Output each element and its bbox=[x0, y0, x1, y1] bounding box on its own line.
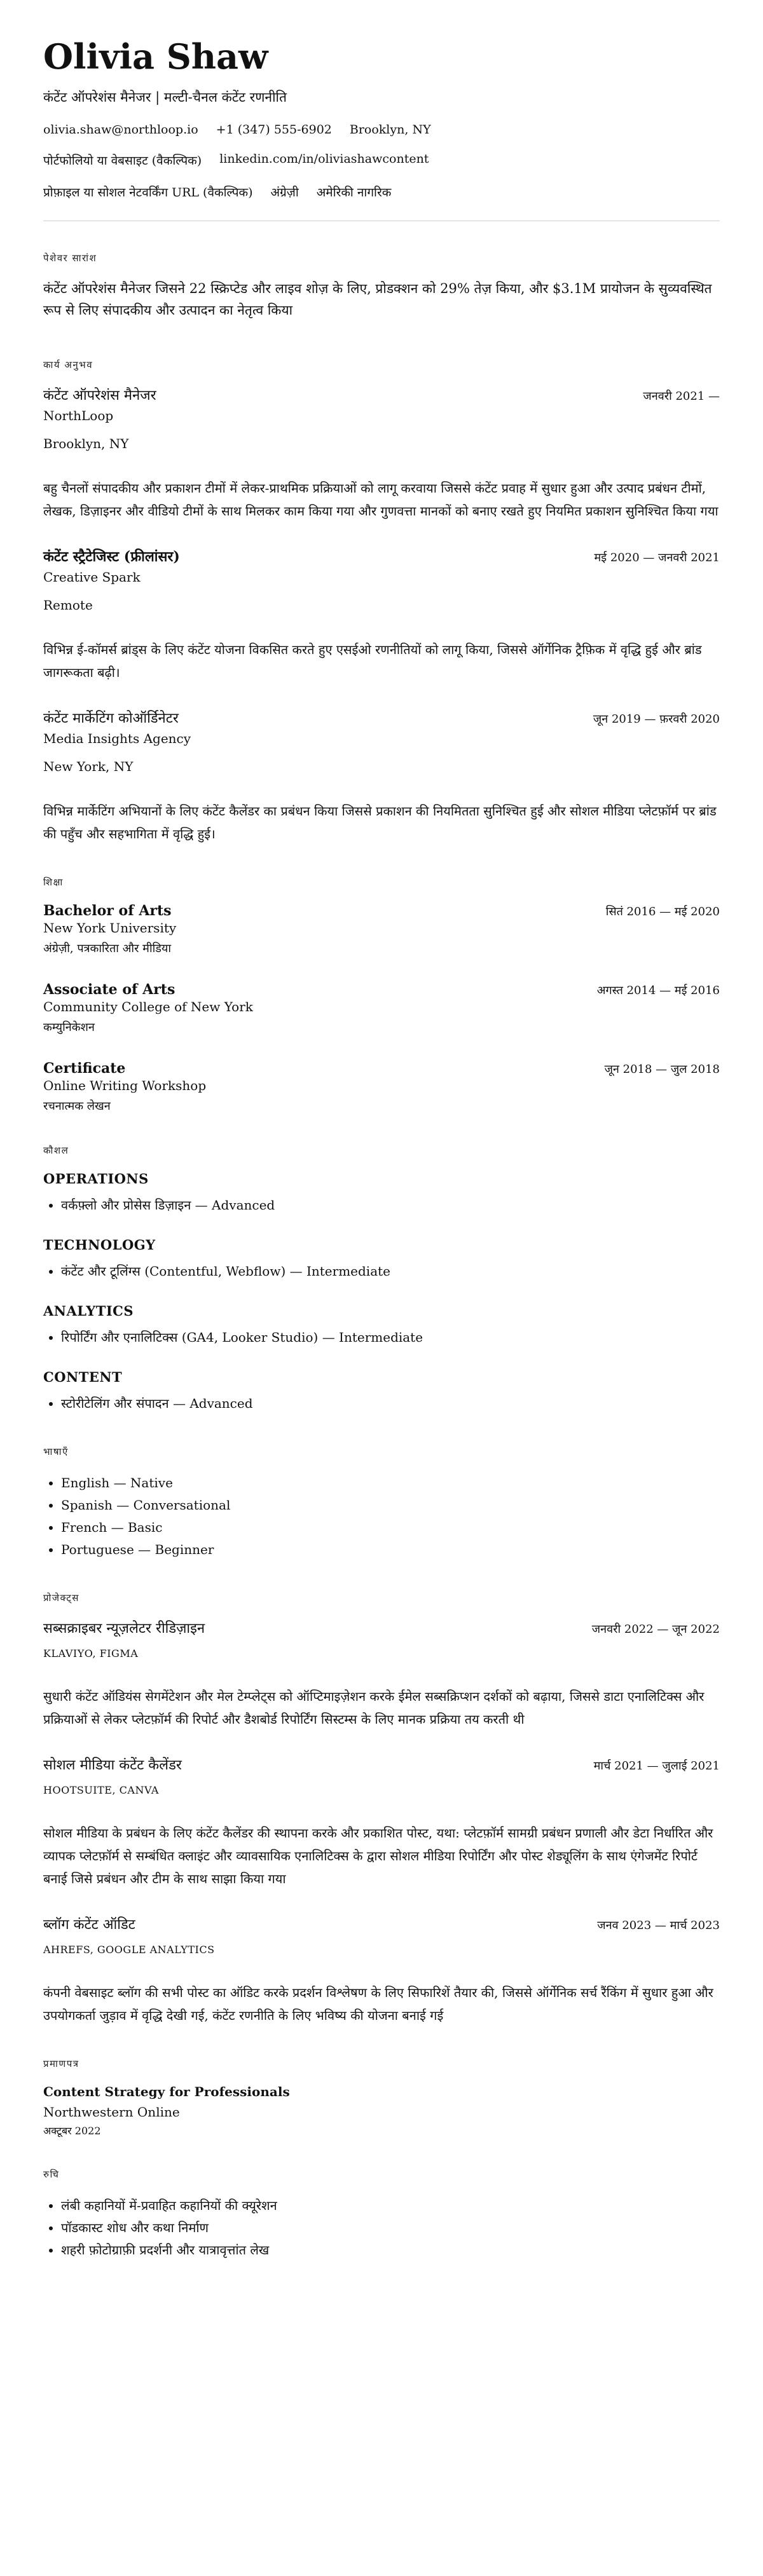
header-extra-2: अमेरिकी नागरिक bbox=[316, 186, 392, 200]
certification-date: अक्टूबर 2022 bbox=[43, 2124, 101, 2137]
job-date: मई 2020 — जनवरी 2021 bbox=[594, 550, 720, 564]
skill-list bbox=[43, 1194, 720, 1216]
project-date: जनवरी 2022 — जून 2022 bbox=[591, 1622, 720, 1636]
project-entry bbox=[43, 1618, 720, 1731]
school: Online Writing Workshop bbox=[43, 1077, 207, 1093]
interests-title: रुचि bbox=[43, 2168, 60, 2180]
degree: Bachelor of Arts bbox=[43, 902, 172, 919]
job-location: Remote bbox=[43, 597, 93, 613]
resume-header bbox=[43, 38, 720, 200]
certifications-section bbox=[43, 2057, 720, 2137]
interest-item: • लंबी कहानियों में-प्रवाहित कहानियों की क्यूरेशन bbox=[61, 2195, 720, 2217]
interest-item: • पॉडकास्ट शोध और कथा निर्माण bbox=[61, 2217, 720, 2239]
education-date: सितं 2016 — मई 2020 bbox=[605, 904, 720, 918]
experience-entry-head bbox=[43, 708, 720, 727]
projects-section bbox=[43, 1591, 720, 2027]
job-role: कंटेंट ऑपरेशंस मैनेजर bbox=[43, 387, 156, 404]
education-entry bbox=[43, 981, 720, 1035]
projects-title: प्रोजेक्ट्स bbox=[43, 1591, 79, 1604]
summary-title: पेशेवर सारांश bbox=[43, 252, 97, 264]
skill-category: TECHNOLOGY bbox=[43, 1236, 156, 1253]
interest-item: • शहरी फ़ोटोग्राफ़ी प्रदर्शनी और यात्रावृत्तांत लेख bbox=[61, 2239, 720, 2261]
languages-title: भाषाएँ bbox=[43, 1445, 69, 1457]
project-description: सुधारी कंटेंट ऑडियंस सेगमेंटेशन और मेल टेम्प्लेट्स को ऑप्टिमाइज़ेशन करके ईमेल सब्सक्रिप्शन दर्शकों को बढ़ाया, जिससे डाटा एनालिटिक्स और प्रक्रियाओं से लेकर प्लेटफ़ॉर्म की रिपोर्ट और डैशबोर्ड रिपोर्टिंग सिस्टम्स के लिए मानक प्रक्रिया तय करती थी bbox=[43, 1688, 705, 1727]
project-entry-head bbox=[43, 1618, 720, 1637]
experience-entry bbox=[43, 708, 720, 845]
language-item: • French — Basic bbox=[61, 1516, 720, 1539]
skill-list bbox=[43, 1393, 720, 1415]
job-description: बहु चैनलों संपादकीय और प्रकाशन टीमों में लेकर-प्राथमिक प्रक्रियाओं को लागू करवाया जिससे कंटेंट प्रवाह में सुधार हुआ और उत्पाद प्रबंधन टीमों, लेखक, डिज़ाइनर और वीडियो टीमों के साथ मिलकर काम किया गया और गुणवत्ता मानकों को बनाए रखते हुए नियमित प्रकाशन सुनिश्चित किया गया bbox=[43, 480, 718, 519]
project-tech: AHREFS, GOOGLE ANALYTICS bbox=[43, 1943, 215, 1956]
certification-org: Northwestern Online bbox=[43, 2104, 180, 2120]
skill-item: • रिपोर्टिंग और एनालिटिक्स (GA4, Looker Studio) — Intermediate bbox=[61, 1326, 720, 1349]
skill-category: OPERATIONS bbox=[43, 1170, 149, 1187]
language-item: • Portuguese — Beginner bbox=[61, 1539, 720, 1561]
job-location: New York, NY bbox=[43, 758, 134, 774]
job-role: कंटेंट स्ट्रैटेजिस्ट (फ्रीलांसर) bbox=[43, 548, 180, 565]
job-company: Media Insights Agency bbox=[43, 730, 191, 746]
education-date: जून 2018 — जुल 2018 bbox=[604, 1062, 720, 1076]
skill-category: ANALYTICS bbox=[43, 1302, 134, 1319]
job-role: कंटेंट मार्केटिंग कोऑर्डिनेटर bbox=[43, 710, 179, 726]
certification-entry bbox=[43, 2084, 720, 2137]
portfolio-link[interactable]: पोर्टफोलियो या वेबसाइट (वैकल्पिक) bbox=[43, 154, 202, 168]
experience-entry bbox=[43, 385, 720, 522]
location: Brooklyn, NY bbox=[349, 123, 431, 137]
certifications-title: प्रमाणपत्र bbox=[43, 2057, 79, 2069]
language-item: • Spanish — Conversational bbox=[61, 1494, 720, 1516]
profile-url-link[interactable]: प्रोफ़ाइल या सोशल नेटवर्किंग URL (वैकल्पिक) bbox=[43, 186, 253, 200]
education-entry bbox=[43, 1060, 720, 1114]
contact-line-links bbox=[43, 152, 720, 168]
project-description: सोशल मीडिया के प्रबंधन के लिए कंटेंट कैलेंडर की स्थापना करके और प्रकाशित पोस्ट, यथा: प्लेटफ़ॉर्म सामग्री प्रबंधन प्रणाली और डेटा निर्धारित और व्यापक प्लेटफ़ॉर्म से सम्बंधित क्लाइंट और व्यावसायिक एनालिटिक्स के द्वारा सोशल मीडिया रिपोर्टिंग और पोस्ट शेड्यूलिंग के साथ एंगेजमेंट रिपोर्ट बनाई जिसे प्रबंधन और टीम के साथ साझा किया गया bbox=[43, 1825, 713, 1886]
education-entry-head bbox=[43, 1060, 720, 1077]
education-date: अगस्त 2014 — मई 2016 bbox=[596, 983, 720, 997]
education-entry bbox=[43, 903, 720, 956]
degree: Certificate bbox=[43, 1060, 126, 1077]
project-entry-head bbox=[43, 1914, 720, 1933]
skill-category: CONTENT bbox=[43, 1368, 123, 1385]
language-item: • English — Native bbox=[61, 1472, 720, 1494]
job-description: विभिन्न ई-कॉमर्स ब्रांड्स के लिए कंटेंट योजना विकसित करते हुए एसईओ रणनीतियों को लागू किया, जिससे ऑर्गेनिक ट्रैफ़िक में वृद्धि हुई और ब्रांड जागरूकता बढ़ी। bbox=[43, 641, 702, 680]
job-date: जनवरी 2021 — bbox=[643, 389, 720, 403]
job-location: Brooklyn, NY bbox=[43, 435, 129, 451]
certification-name: Content Strategy for Professionals bbox=[43, 2083, 290, 2099]
summary-section bbox=[43, 252, 720, 321]
school: New York University bbox=[43, 920, 177, 936]
summary-text: कंटेंट ऑपरेशंस मैनेजर जिसने 22 स्क्रिप्टेड और लाइव शोज़ के लिए, प्रोडक्शन को 29% तेज़ किया, और $3.1M प्रायोजन के सुव्यवस्थित रूप से लिए संपादकीय और उत्पादन का नेतृत्व किया bbox=[43, 281, 712, 318]
project-description: कंपनी वेबसाइट ब्लॉग की सभी पोस्ट का ऑडिट करके प्रदर्शन विश्लेषण के लिए सिफारिशें तैयार की, जिससे ऑर्गेनिक सर्च रैंकिंग में सुधार हुआ और उपयोगकर्ता जुड़ाव में वृद्धि देखी गई, कंटेंट रणनीति के लिए भविष्य की योजना बनाई गई bbox=[43, 1984, 713, 2023]
phone[interactable]: +1 (347) 555-6902 bbox=[216, 123, 332, 137]
education-section bbox=[43, 876, 720, 1114]
skill-item: • स्टोरीटेलिंग और संपादन — Advanced bbox=[61, 1393, 720, 1415]
job-description: विभिन्न मार्केटिंग अभियानों के लिए कंटेंट कैलेंडर का प्रबंधन किया जिससे प्रकाशन की नियमितता सुनिश्चित हुई और सोशल मीडिया प्लेटफ़ॉर्म पर ब्रांड की पहुँच और सहभागिता में वृद्धि हुई। bbox=[43, 803, 717, 842]
skill-item: • वर्कफ़्लो और प्रोसेस डिज़ाइन — Advanced bbox=[61, 1194, 720, 1216]
interests-section bbox=[43, 2168, 720, 2261]
job-date: जून 2019 — फ़रवरी 2020 bbox=[593, 712, 720, 726]
project-tech: KLAVIYO, FIGMA bbox=[43, 1647, 139, 1659]
contact-line-extra bbox=[43, 184, 720, 200]
project-date: मार्च 2021 — जुलाई 2021 bbox=[593, 1759, 720, 1773]
education-entry-head bbox=[43, 903, 720, 919]
field-of-study: रचनात्मक लेखन bbox=[43, 1099, 111, 1113]
project-entry-head bbox=[43, 1755, 720, 1774]
headline: कंटेंट ऑपरेशंस मैनेजर | मल्टी-चैनल कंटेंट रणनीति bbox=[43, 90, 287, 106]
project-entry bbox=[43, 1914, 720, 2027]
experience-entry bbox=[43, 547, 720, 684]
job-company: NorthLoop bbox=[43, 407, 114, 423]
experience-title: कार्य अनुभव bbox=[43, 358, 93, 371]
candidate-name: Olivia Shaw bbox=[43, 36, 268, 77]
education-title: शिक्षा bbox=[43, 876, 64, 888]
experience-section bbox=[43, 358, 720, 845]
linkedin-link[interactable]: linkedin.com/in/oliviashawcontent bbox=[219, 152, 429, 167]
languages-section bbox=[43, 1445, 720, 1561]
experience-entry-head bbox=[43, 385, 720, 404]
project-name: सब्सक्राइबर न्यूज़लेटर रीडिज़ाइन bbox=[43, 1620, 205, 1637]
degree: Associate of Arts bbox=[43, 981, 175, 998]
interest-list bbox=[43, 2195, 720, 2261]
skills-section bbox=[43, 1144, 720, 1415]
field-of-study: अंग्रेज़ी, पत्रकारिता और मीडिया bbox=[43, 941, 171, 955]
email[interactable]: olivia.shaw@northloop.io bbox=[43, 123, 198, 137]
project-entry bbox=[43, 1755, 720, 1890]
project-name: ब्लॉग कंटेंट ऑडिट bbox=[43, 1916, 135, 1933]
field-of-study: कम्युनिकेशन bbox=[43, 1020, 95, 1034]
education-entry-head bbox=[43, 981, 720, 998]
project-tech: HOOTSUITE, CANVA bbox=[43, 1783, 159, 1796]
project-name: सोशल मीडिया कंटेंट कैलेंडर bbox=[43, 1757, 182, 1773]
header-extra-1: अंग्रेज़ी bbox=[270, 186, 299, 200]
experience-entry-head bbox=[43, 547, 720, 566]
skills-title: कौशल bbox=[43, 1144, 69, 1156]
skill-list bbox=[43, 1326, 720, 1349]
skill-list bbox=[43, 1260, 720, 1283]
project-date: जनव 2023 — मार्च 2023 bbox=[597, 1918, 720, 1932]
job-company: Creative Spark bbox=[43, 569, 141, 585]
school: Community College of New York bbox=[43, 998, 253, 1014]
language-list bbox=[43, 1472, 720, 1561]
contact-line-primary bbox=[43, 123, 720, 137]
skill-item: • कंटेंट और टूलिंग्स (Contentful, Webflow) — Intermediate bbox=[61, 1260, 720, 1283]
